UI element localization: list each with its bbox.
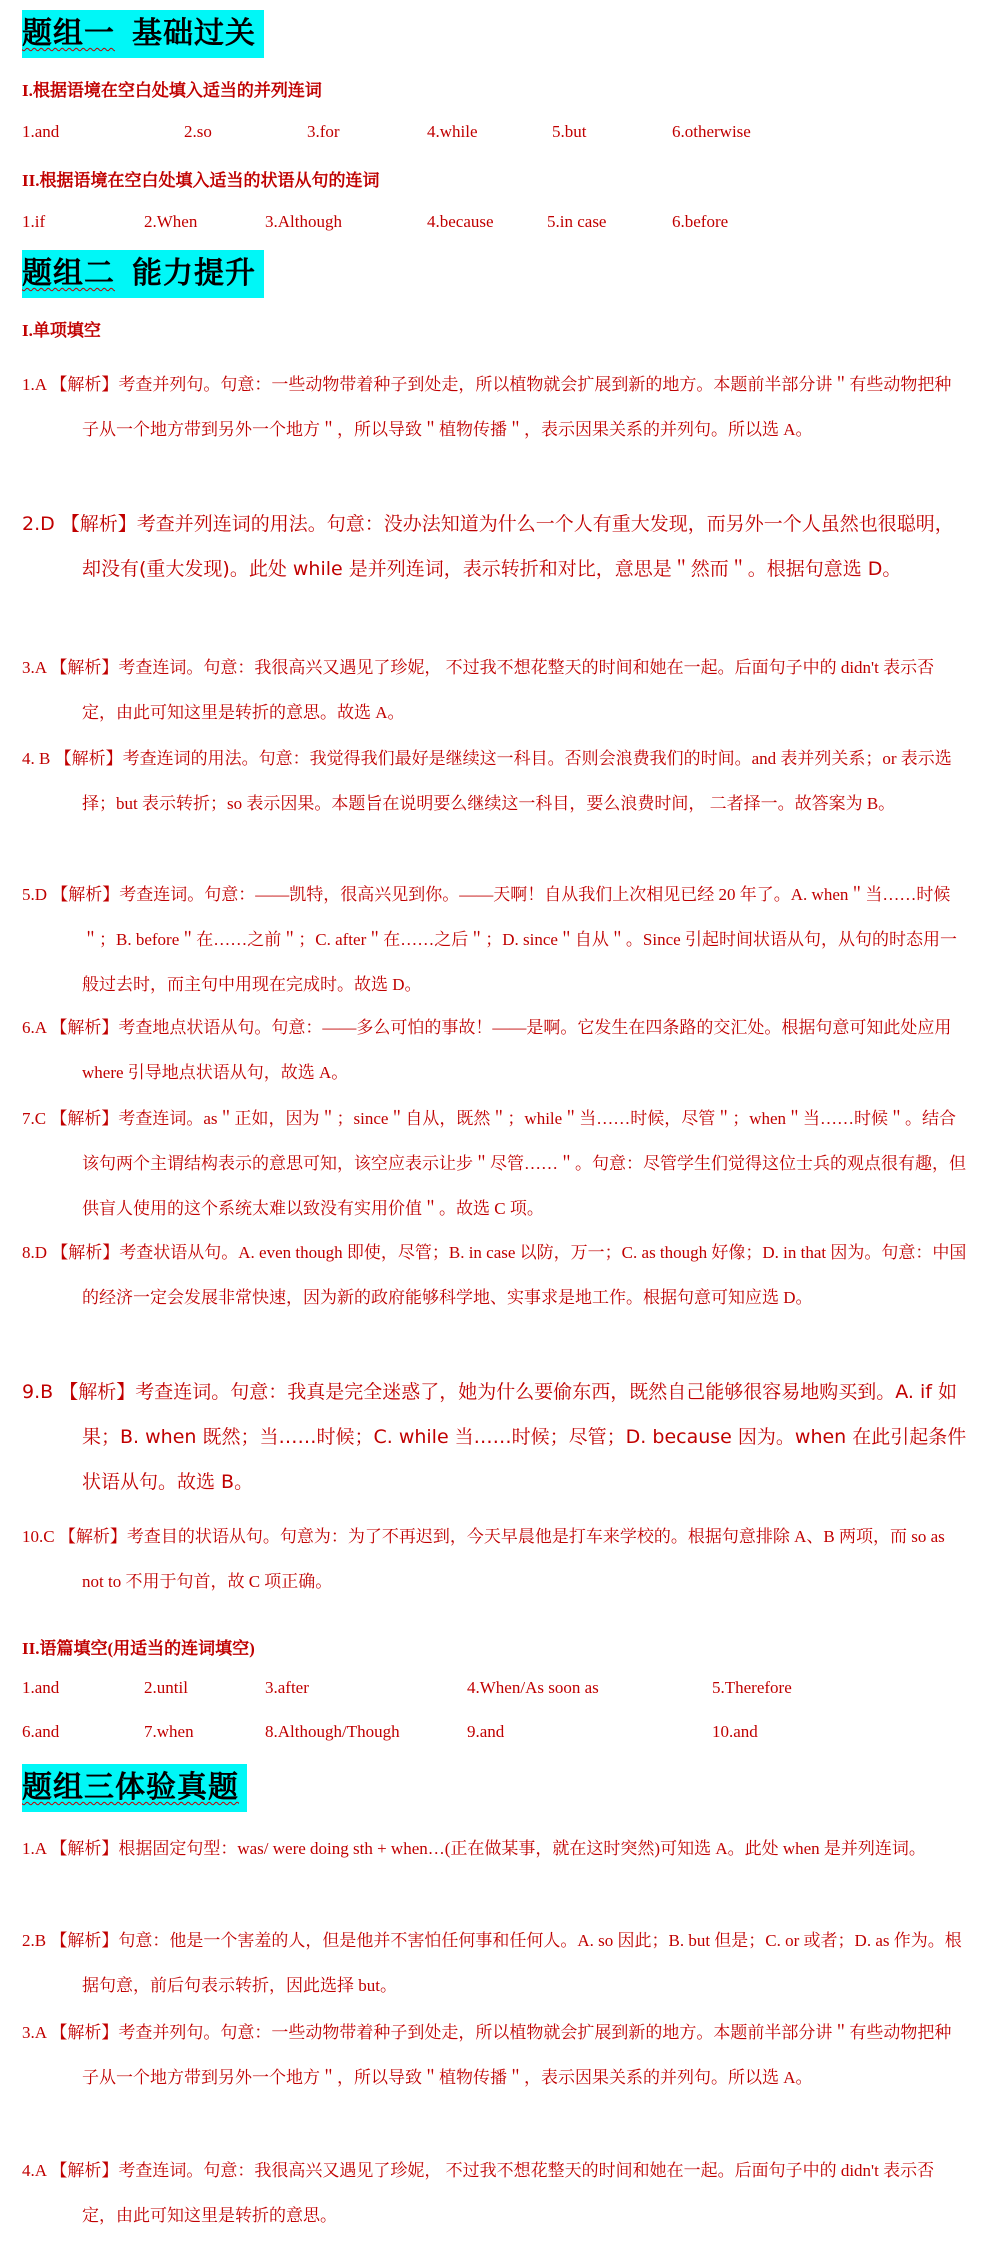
group3-heading <box>22 1764 247 1812</box>
group2-item-3: 3.A 【解析】考查连词。句意：我很高兴又遇见了珍妮， 不过我不想花整天的时间和她在一起。后面句子中的 didn't 表示否定，由此可知这里是转折的意思。故选 A。 <box>22 658 935 722</box>
group3-title: 题组三体验真题 <box>22 1771 239 1804</box>
group2-item-1: 1.A 【解析】考查并列句。句意：一些动物带着种子到处走，所以植物就会扩展到新的地方。本题前半部分讲＂有些动物把种子从一个地方带到另外一个地方＂，所以导致＂植物传播＂，表示因果关系的并列句。所以选 A。 <box>22 375 952 439</box>
group3-item-4: 4.A 【解析】考查连词。句意：我很高兴又遇见了珍妮， 不过我不想花整天的时间和她在一起。后面句子中的 didn't 表示否定，由此可知这里是转折的意思。 <box>22 2161 935 2225</box>
answer: 2.When <box>144 212 198 231</box>
group3-item-1: 1.A 【解析】根据固定句型：was/ were doing sth + when…(正在做某事，就在这时突然)可知选 A。此处 when 是并列连词。 <box>22 1839 926 1858</box>
group1-section1-answers <box>22 122 967 148</box>
group1-title-a: 题组一 <box>22 17 115 50</box>
group2-item-7: 7.C 【解析】考查连词。as＂正如，因为＂；since＂自从，既然＂；while＂当……时候，尽管＂；when＂当……时候＂。结合该句两个主谓结构表示的意思可知，该空应表示让步＂尽管……＂。句意：尽管学生们觉得这位士兵的观点很有趣，但供盲人使用的这个系统太难以致没有实用价值＂。故选 C 项。 <box>22 1109 966 1218</box>
group1-section2-title: II.根据语境在空白处填入适当的状语从句的连词 <box>22 171 380 190</box>
answer: 5.Therefore <box>712 1678 792 1697</box>
answer: 8.Although/Though <box>265 1722 400 1741</box>
group2-item-2: 2.D 【解析】考查并列连词的用法。句意：没办法知道为什么一个人有重大发现，而另外一个人虽然也很聪明，却没有(重大发现)。此处 while 是并列连词，表示转折和对比，意思是＂然而＂。根据句意选 D。 <box>22 513 954 580</box>
group2-section2-title: II.语篇填空(用适当的连词填空) <box>22 1639 255 1658</box>
group2-item-10: 10.C 【解析】考查目的状语从句。句意为：为了不再迟到，今天早晨他是打车来学校的。根据句意排除 A、B 两项，而 so as not to 不用于句首，故 C 项正确。 <box>22 1527 945 1591</box>
group2-item-8: 8.D 【解析】考查状语从句。A. even though 即使，尽管；B. in case 以防，万一；C. as though 好像；D. in that 因为。句意：中国的经济一定会发展非常快速，因为新的政府能够科学地、实事求是地工作。根据句意可知应选 D。 <box>22 1243 967 1307</box>
answer: 7.when <box>144 1722 194 1741</box>
group1-title-b: 基础过关 <box>132 17 256 50</box>
answer: 9.and <box>467 1722 505 1741</box>
answer: 3.for <box>307 122 340 141</box>
group1-section2-answers <box>22 212 967 238</box>
answer: 1.and <box>22 1678 60 1697</box>
group1-section1-title: I.根据语境在空白处填入适当的并列连词 <box>22 81 322 100</box>
group2-item-5: 5.D 【解析】考查连词。句意：——凯特，很高兴见到你。——天啊！自从我们上次相见已经 20 年了。A. when＂当……时候＂；B. before＂在……之前＂；C. after＂在……之后＂；D. since＂自从＂。Since 引起时间状语从句，从句的时态用一般过去时，而主句中用现在完成时。故选 D。 <box>22 885 957 994</box>
answer: 6.before <box>672 212 729 231</box>
answer: 5.in case <box>547 212 607 231</box>
answer: 3.Although <box>265 212 342 231</box>
answer: 4.When/As soon as <box>467 1678 599 1697</box>
group1-heading <box>22 10 264 58</box>
answer: 10.and <box>712 1722 758 1741</box>
answer: 4.because <box>427 212 494 231</box>
answer: 1.if <box>22 212 46 231</box>
group2-section2-row2 <box>22 1722 967 1748</box>
answer: 6.otherwise <box>672 122 751 141</box>
answer: 6.and <box>22 1722 60 1741</box>
answer: 3.after <box>265 1678 309 1697</box>
group2-title-b: 能力提升 <box>132 257 256 290</box>
group3-item-3: 3.A 【解析】考查并列句。句意：一些动物带着种子到处走，所以植物就会扩展到新的地方。本题前半部分讲＂有些动物把种子从一个地方带到另外一个地方＂，所以导致＂植物传播＂，表示因果关系的并列句。所以选 A。 <box>22 2023 952 2087</box>
answer: 2.so <box>184 122 212 141</box>
answer: 1.and <box>22 122 60 141</box>
group2-heading <box>22 250 264 298</box>
group2-title-a: 题组二 <box>22 257 115 290</box>
group3-item-2: 2.B 【解析】句意：他是一个害羞的人，但是他并不害怕任何事和任何人。A. so 因此；B. but 但是；C. or 或者；D. as 作为。根据句意，前后句表示转折，因此选择 but。 <box>22 1931 962 1995</box>
group2-item-4: 4. B 【解析】考查连词的用法。句意：我觉得我们最好是继续这一科目。否则会浪费我们的时间。and 表并列关系；or 表示选择；but 表示转折；so 表示因果。本题旨在说明要么继续这一科目，要么浪费时间， 二者择一。故答案为 B。 <box>22 749 952 813</box>
group2-section1-title: I.单项填空 <box>22 321 101 340</box>
answer: 4.while <box>427 122 478 141</box>
answer: 5.but <box>552 122 587 141</box>
group2-item-9: 9.B 【解析】考查连词。句意：我真是完全迷惑了，她为什么要偷东西，既然自己能够很容易地购买到。A. if 如果；B. when 既然；当……时候；C. while 当……时候；尽管；D. because 因为。when 在此引起条件状语从句。故选 B。 <box>22 1381 967 1493</box>
group2-section2-row1 <box>22 1678 967 1704</box>
group2-item-6: 6.A 【解析】考查地点状语从句。句意：——多么可怕的事故！——是啊。它发生在四条路的交汇处。根据句意可知此处应用 where 引导地点状语从句，故选 A。 <box>22 1018 952 1082</box>
answer: 2.until <box>144 1678 188 1697</box>
